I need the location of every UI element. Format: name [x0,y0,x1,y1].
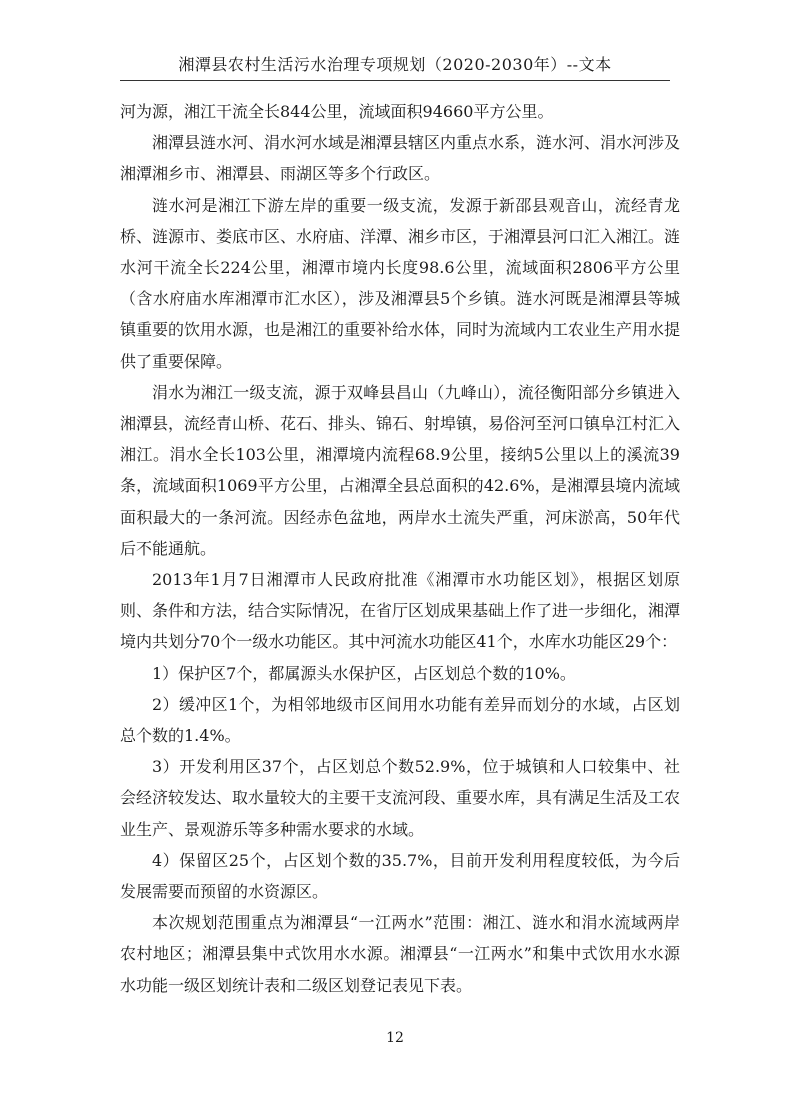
page-header: 湘潭县农村生活污水治理专项规划（2020-2030年）--文本 [120,52,670,81]
paragraph-planning-scope: 本次规划范围重点为湘潭县“一江两水”范围：湘江、涟水和涓水流域两岸农村地区；湘潭县集中式饮用水水源。湘潭县“一江两水”和集中式饮用水水源水功能一级区划统计表和二级区划登记表见下表。 [120,913,680,995]
paragraph-continuation: 河为源，湘江干流全长844公里，流域面积94660平方公里。 [120,102,554,121]
list-item-protection-zone: 1）保护区7个，都属源头水保护区，占区划总个数的10%。 [152,663,576,683]
list-item-buffer-zone: 2）缓冲区1个，为相邻地级市区间用水功能有差异而划分的水域，占区划总个数的1.4%。 [120,694,680,746]
paragraph-lianshui-river: 涟水河是湘江下游左岸的重要一级支流，发源于新邵县观音山，流经青龙桥、涟源市、娄底市区、水府庙、洋潭、湘乡市区，于湘潭县河口汇入湘江。涟水河干流全长224公里，湘潭市境内长度98.6公里，流域面积2806平方公里（含水府庙水库湘潭市汇水区），涉及湘潭县5个乡镇。涟水河既是湘潭县等城镇重要的饮用水源，也是湘江的重要补给水体，同时为流域内工农业生产用水提供了重要保障。 [120,195,681,371]
list-item-reserve-zone: 4）保留区25个，占区划个数的35.7%，目前开发利用程度较低，为今后发展需要而预留的水资源区。 [120,850,680,902]
page-number: 12 [386,1030,404,1046]
paragraph-juanshui-river: 涓水为湘江一级支流，源于双峰县昌山（九峰山），流径衡阳部分乡镇进入湘潭县，流经青山桥、花石、排头、锦石、射埠镇，易俗河至河口镇阜江村汇入湘江。涓水全长103公里，湘潭境内流程68.9公里，接纳5公里以上的溪流39条，流域面积1069平方公里，占湘潭全县总面积的42.6%，是湘潭县境内流域面积最大的一条河流。因经赤色盆地，两岸水土流失严重，河床淤高，50年代后不能通航。 [120,382,681,558]
document-body [120,96,680,1001]
list-item-development-zone: 3）开发利用区37个，占区划总个数52.9%，位于城镇和人口较集中、社会经济较发达、取水量较大的主要干支流河段、重要水库，具有满足生活及工农业生产、景观游乐等多种需水要求的水域。 [120,757,681,839]
paragraph-water-systems: 湘潭县涟水河、涓水河水域是湘潭县辖区内重点水系，涟水河、涓水河涉及湘潭湘乡市、湘潭县、雨湖区等多个行政区。 [120,133,681,184]
paragraph-water-function-zoning: 2013年1月7日湘潭市人民政府批准《湘潭市水功能区划》，根据区划原则、条件和方法，结合实际情况，在省厅区划成果基础上作了进一步细化，湘潭境内共划分70个一级水功能区。其中河流水功能区41个，水库水功能区29个： [120,570,681,652]
